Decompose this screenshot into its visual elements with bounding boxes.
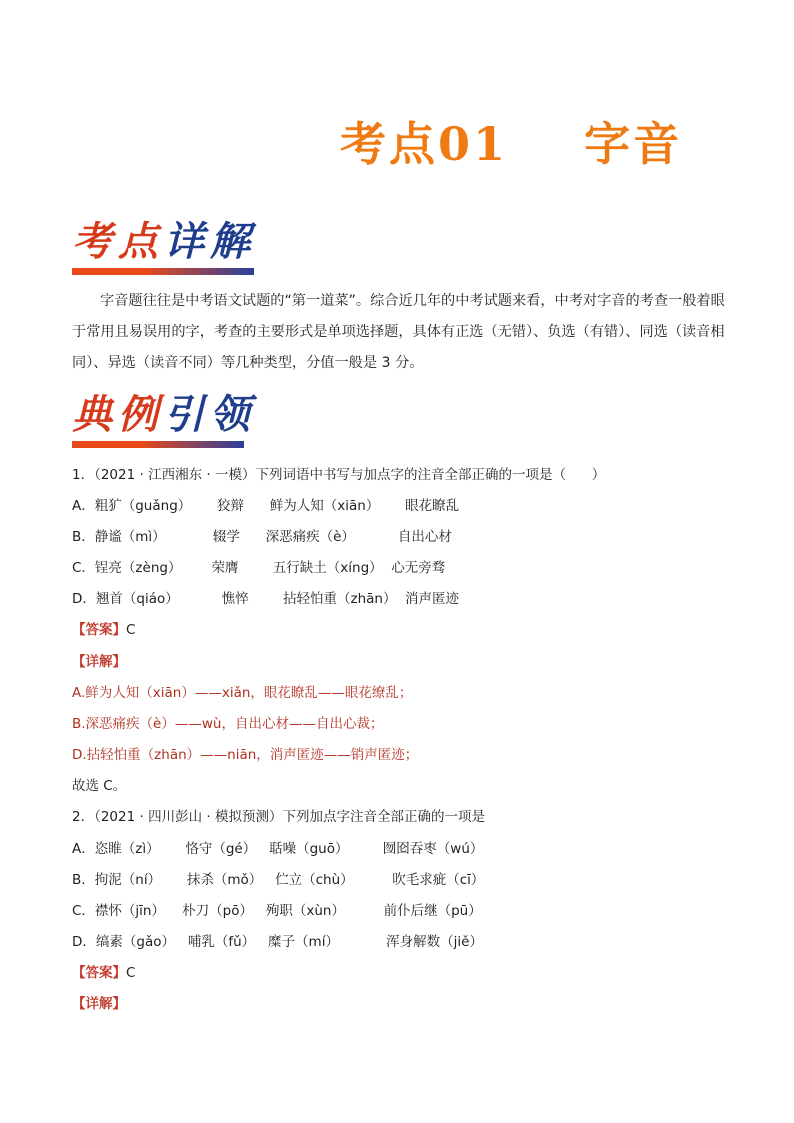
question-2-option-b: B．拘泥（ní） 抹杀（mǒ） 伫立（chù） 吹毛求疵（cī） (72, 872, 485, 888)
answer-value: C (126, 622, 136, 638)
question-2-option-d: D．缟素（gǎo） 哺乳（fǔ） 糜子（mí） 浑身解数（jiě） (72, 934, 483, 950)
question-2-option-c: C．襟怀（jīn） 朴刀（pō） 殉职（xùn） 前仆后继（pū） (72, 903, 482, 919)
question-1-option-b: B．静谧（mì） 辍学 深恶痛疾（è） 自出心材 (72, 529, 452, 545)
question-1-option-a: A．粗犷（guǎng） 狡辩 鲜为人知（xiān） 眼花瞭乱 (72, 498, 460, 514)
intro-paragraph: 字音题往往是中考语文试题的“第一道菜”。综合近几年的中考试题来看，中考对字音的考查一般着眼于常用且易误用的字，考查的主要形式是单项选择题，具体有正选（无错）、负选（有错）、同选（读音相同）、异选（读音不同）等几种类型，分值一般是 3 分。 (72, 293, 725, 371)
question-2-option-a: A．恣睢（zì） 恪守（gé） 聒噪（guō） 囫囵吞枣（wú） (72, 841, 484, 857)
section-banner-detail (72, 210, 256, 267)
question-1-explanation-b: B.深恶痛疾（è）——wù，自出心材——自出心裁； (72, 716, 384, 732)
question-1-option-c: C．锃亮（zèng） 荣膺 五行缺土（xíng） 心无旁骛 (72, 560, 446, 576)
question-1-explanation-a: A.鲜为人知（xiān）——xiǎn，眼花瞭乱——眼花缭乱； (72, 685, 413, 701)
answer-value: C (126, 965, 136, 981)
banner-part-b: 详解 (164, 218, 256, 265)
question-1-detail-label: 【详解】 (72, 654, 126, 670)
question-1-conclusion: 故选 C。 (72, 778, 127, 794)
banner-part-a: 考点 (72, 218, 164, 265)
question-2-answer (72, 963, 135, 983)
banner-part-a: 典例 (72, 391, 164, 438)
question-1-stem: 1．（2021 · 江西湘东 · 一模）下列词语中书写与加点字的注音全部正确的一项是（ ） (72, 467, 606, 483)
question-1-answer (72, 620, 135, 640)
question-1-explanation-d: D.拈轻怕重（zhān）——niān，消声匿迹——销声匿迹； (72, 747, 419, 763)
question-2-detail-label: 【详解】 (72, 996, 126, 1012)
page-title: 考点01 字音 (340, 117, 683, 171)
banner-underline (72, 441, 244, 448)
answer-label: 【答案】 (72, 965, 126, 981)
answer-label: 【答案】 (72, 622, 126, 638)
banner-part-b: 引领 (164, 391, 256, 438)
question-2-stem: 2．（2021 · 四川彭山 · 模拟预测）下列加点字注音全部正确的一项是 (72, 809, 485, 825)
banner-underline (72, 268, 254, 275)
section-banner-examples (72, 383, 256, 440)
question-1-option-d: D．翘首（qiáo） 憔悴 拈轻怕重（zhān） 消声匿迹 (72, 591, 460, 607)
